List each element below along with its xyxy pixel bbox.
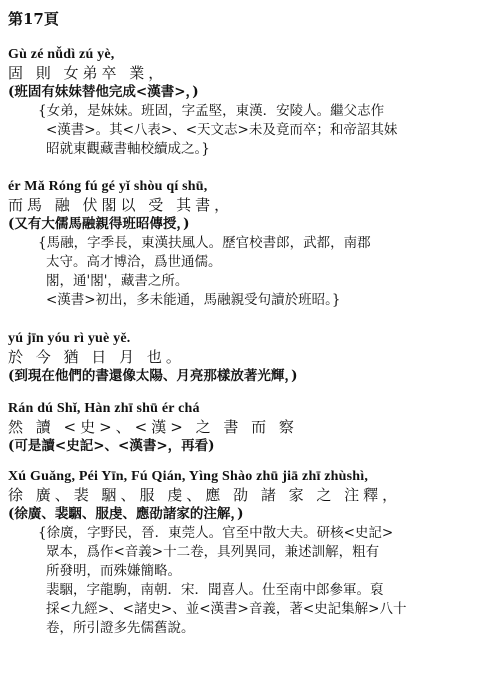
- chinese-line: 固 則 女弟卒 業，: [8, 64, 168, 82]
- passage-section-4: [8, 400, 494, 456]
- note-line: {女弟，是妹妹。班固，字孟堅，東漢．安陵人。繼父志作: [38, 103, 385, 119]
- note-line: 昭就東觀藏書軸校續成之。}: [46, 141, 210, 157]
- translation-line: (徐廣、裴駰、服虔、應劭諸家的注解，): [8, 506, 244, 522]
- note-line: <漢書>初出，多未能通，馬融親受句讀於班昭。}: [46, 292, 341, 308]
- page-number: 第17頁: [8, 10, 59, 28]
- note-line: 太守。高才博洽，爲世通儒。: [46, 254, 222, 270]
- chinese-line: 而馬 融 伏閣以 受 其書，: [8, 196, 234, 214]
- translation-line: (到現在他們的書還像太陽、月亮那樣放著光輝，): [8, 368, 298, 384]
- note-line: 眾本，爲作<音義>十二卷，具列異同，兼述訓解，粗有: [46, 544, 380, 560]
- note-line: 所發明，而殊嫌簡略。: [46, 563, 181, 579]
- passage-section-5: [8, 468, 494, 638]
- note-line: 裴駰，字龍駒，南朝．宋．聞喜人。仕至南中郎參軍。裒: [46, 582, 384, 598]
- chinese-line: 於 今 猶 日 月 也。: [8, 348, 185, 366]
- passage-section-1: [8, 46, 494, 159]
- note-line: {馬融，字季長，東漢扶風人。歷官校書郎，武都，南郡: [38, 235, 371, 251]
- pinyin-line: Rán dú Shǐ, Hàn zhī shū ér chá: [8, 401, 200, 416]
- note-line: {徐廣，字野民，晉．東莞人。官至中散大夫。研核<史記>: [38, 525, 394, 541]
- chinese-line: 徐 廣、裴 駰、服 虔、應 劭 諸 家 之 注釋，: [8, 486, 402, 504]
- pinyin-line: Xú Guǎng, Péi Yīn, Fú Qián, Yìng Shào zhū jiā zhī zhùshì,: [8, 469, 369, 484]
- passage-section-3: [8, 330, 494, 386]
- notes-block: [38, 524, 494, 638]
- notes-block: [38, 102, 494, 159]
- note-line: 採<九經>、<諸史>、並<漢書>音義，著<史記集解>八十: [46, 601, 407, 617]
- translation-line: (又有大儒馬融親得班昭傳授，): [8, 216, 190, 232]
- translation-line: (可是讀<史記>、<漢書>，再看): [8, 438, 215, 454]
- pinyin-line: Gù zé nǚdì zú yè,: [8, 47, 115, 62]
- note-line: 卷，所引證多先儒舊說。: [46, 620, 195, 636]
- note-line: <漢書>。其<八表>、<天文志>未及竟而卒；和帝詔其妹: [46, 122, 398, 138]
- passage-section-2: [8, 178, 494, 310]
- translation-line: (班固有妹妹替他完成<漢書>，): [8, 84, 199, 100]
- chinese-line: 然 讀 <史>、<漢> 之 書 而 察: [8, 418, 298, 436]
- pinyin-line: yú jīn yóu rì yuè yě.: [8, 331, 131, 346]
- notes-block: [38, 234, 494, 310]
- note-line: 閣，通'閣'，藏書之所。: [46, 273, 189, 289]
- pinyin-line: ér Mǎ Róng fú gé yǐ shòu qí shū,: [8, 179, 208, 194]
